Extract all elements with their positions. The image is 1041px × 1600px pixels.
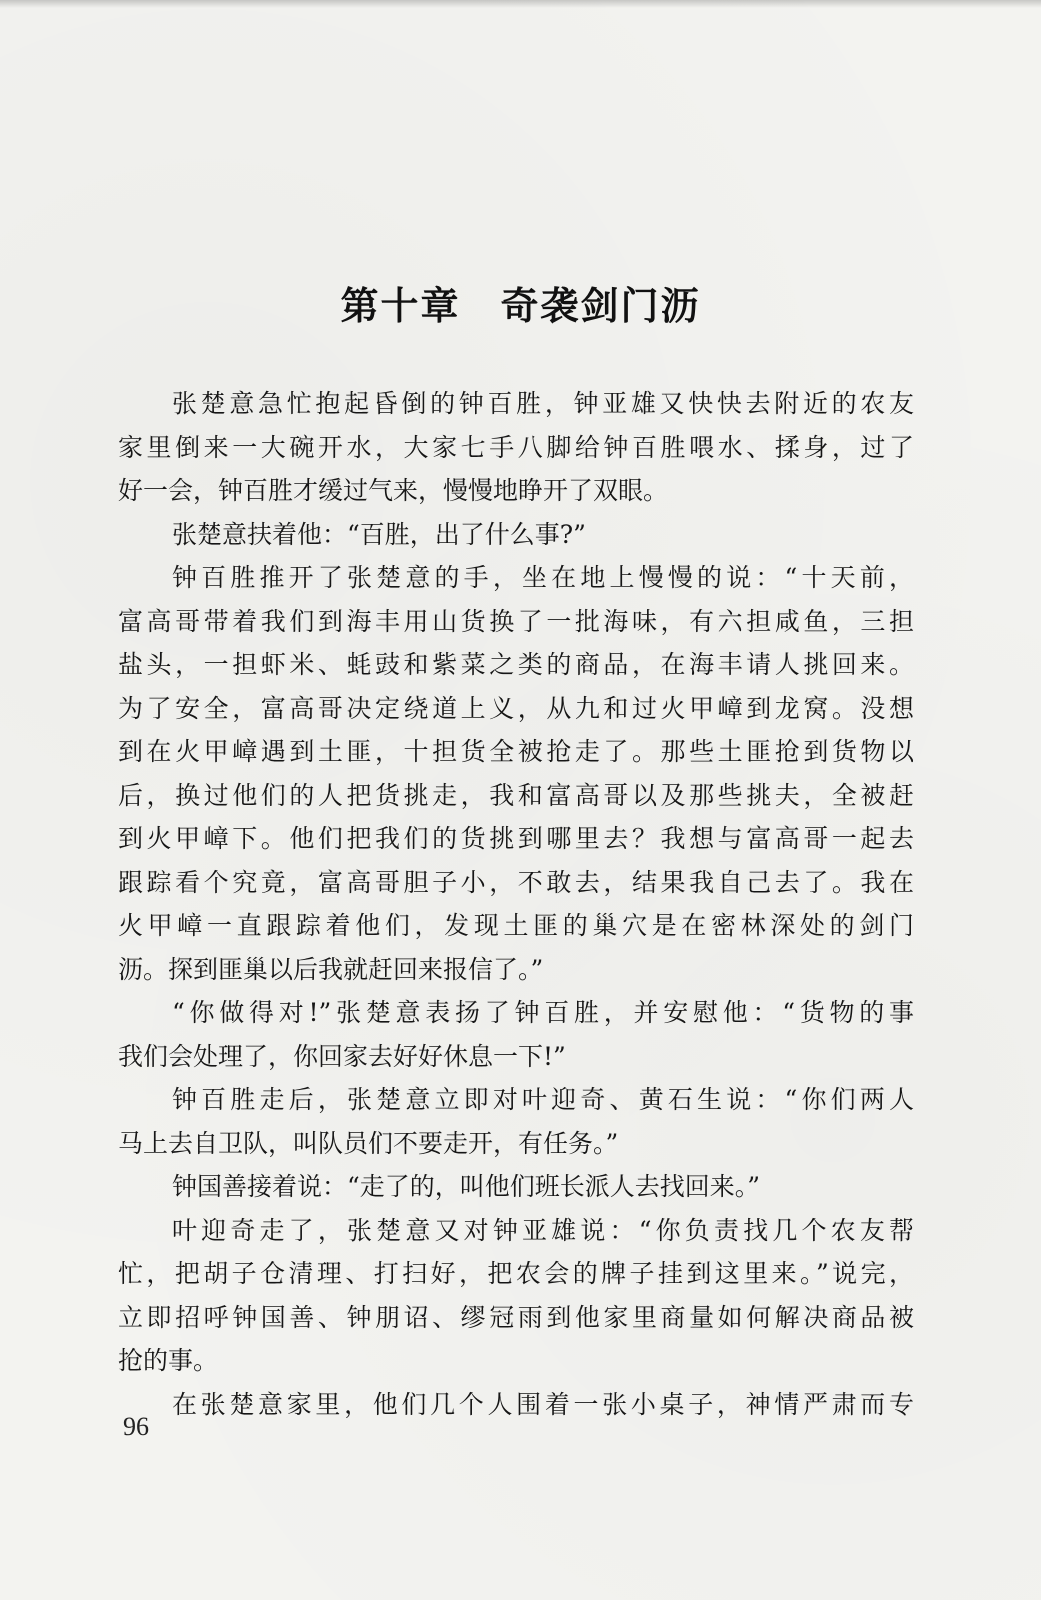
- page-number: 96: [123, 1412, 149, 1441]
- text-line: 好一会，钟百胜才缓过气来，慢慢地睁开了双眼。: [118, 476, 669, 505]
- text-line: 家里倒来一大碗开水，大家七手八脚给钟百胜喂水、揉身，过了: [118, 432, 914, 462]
- text-line: 叶迎奇走了，张楚意又对钟亚雄说：“你负责找几个农友帮: [172, 1215, 914, 1245]
- text-line: 到火甲嶂下。他们把我们的货挑到哪里去？我想与富高哥一起去: [118, 824, 914, 853]
- text-line: 为了安全，富高哥决定绕道上义，从九和过火甲嶂到龙窝。没想: [118, 693, 914, 723]
- text-line: 到在火甲嶂遇到土匪，十担货全被抢走了。那些土匪抢到货物以: [118, 737, 914, 766]
- text-line: 火甲嶂一直跟踪着他们，发现土匪的巢穴是在密林深处的剑门: [118, 911, 914, 940]
- body-text: [118, 382, 914, 1426]
- text-line: 马上去自卫队，叫队员们不要走开，有任务。”: [118, 1128, 619, 1158]
- text-line: 沥。探到匪巢以后我就赶回来报信了。”: [118, 954, 544, 984]
- text-line: 盐头，一担虾米、蚝豉和紫菜之类的商品，在海丰请人挑回来。: [118, 650, 914, 679]
- text-line: 跟踪看个究竟，富高哥胆子小，不敢去，结果我自己去了。我在: [118, 867, 914, 897]
- text-line: 抢的事。: [118, 1346, 219, 1375]
- text-line: 忙，把胡子仓清理、打扫好，把农会的牌子挂到这里来。”说完，: [118, 1259, 914, 1288]
- text-line: 富高哥带着我们到海丰用山货换了一批海味，有六担咸鱼，三担: [118, 606, 914, 636]
- text-line: 后，换过他们的人把货挑走，我和富高哥以及那些挑夫，全被赶: [118, 780, 914, 810]
- text-line: 我们会处理了，你回家去好好休息一下!”: [118, 1041, 566, 1071]
- text-line: 钟百胜推开了张楚意的手，坐在地上慢慢的说：“十天前，: [172, 563, 914, 592]
- text-line: “你做得对!”张楚意表扬了钟百胜，并安慰他：“货物的事: [172, 998, 914, 1027]
- chapter-title: 第十章 奇袭剑门沥: [340, 284, 701, 329]
- text-line: 在张楚意家里，他们几个人围着一张小桌子，神情严肃而专: [172, 1389, 914, 1419]
- text-line: 张楚意扶着他：“百胜，出了什么事?”: [172, 519, 586, 549]
- scan-edge-shadow: [0, 0, 1041, 8]
- text-line: 钟百胜走后，张楚意立即对叶迎奇、黄石生说：“你们两人: [172, 1085, 914, 1114]
- text-line: 立即招呼钟国善、钟朋诏、缪冠雨到他家里商量如何解决商品被: [118, 1302, 914, 1332]
- text-line: 钟国善接着说：“走了的，叫他们班长派人去找回来。”: [172, 1172, 761, 1201]
- text-line: 张楚意急忙抱起昏倒的钟百胜，钟亚雄又快快去附近的农友: [172, 389, 914, 418]
